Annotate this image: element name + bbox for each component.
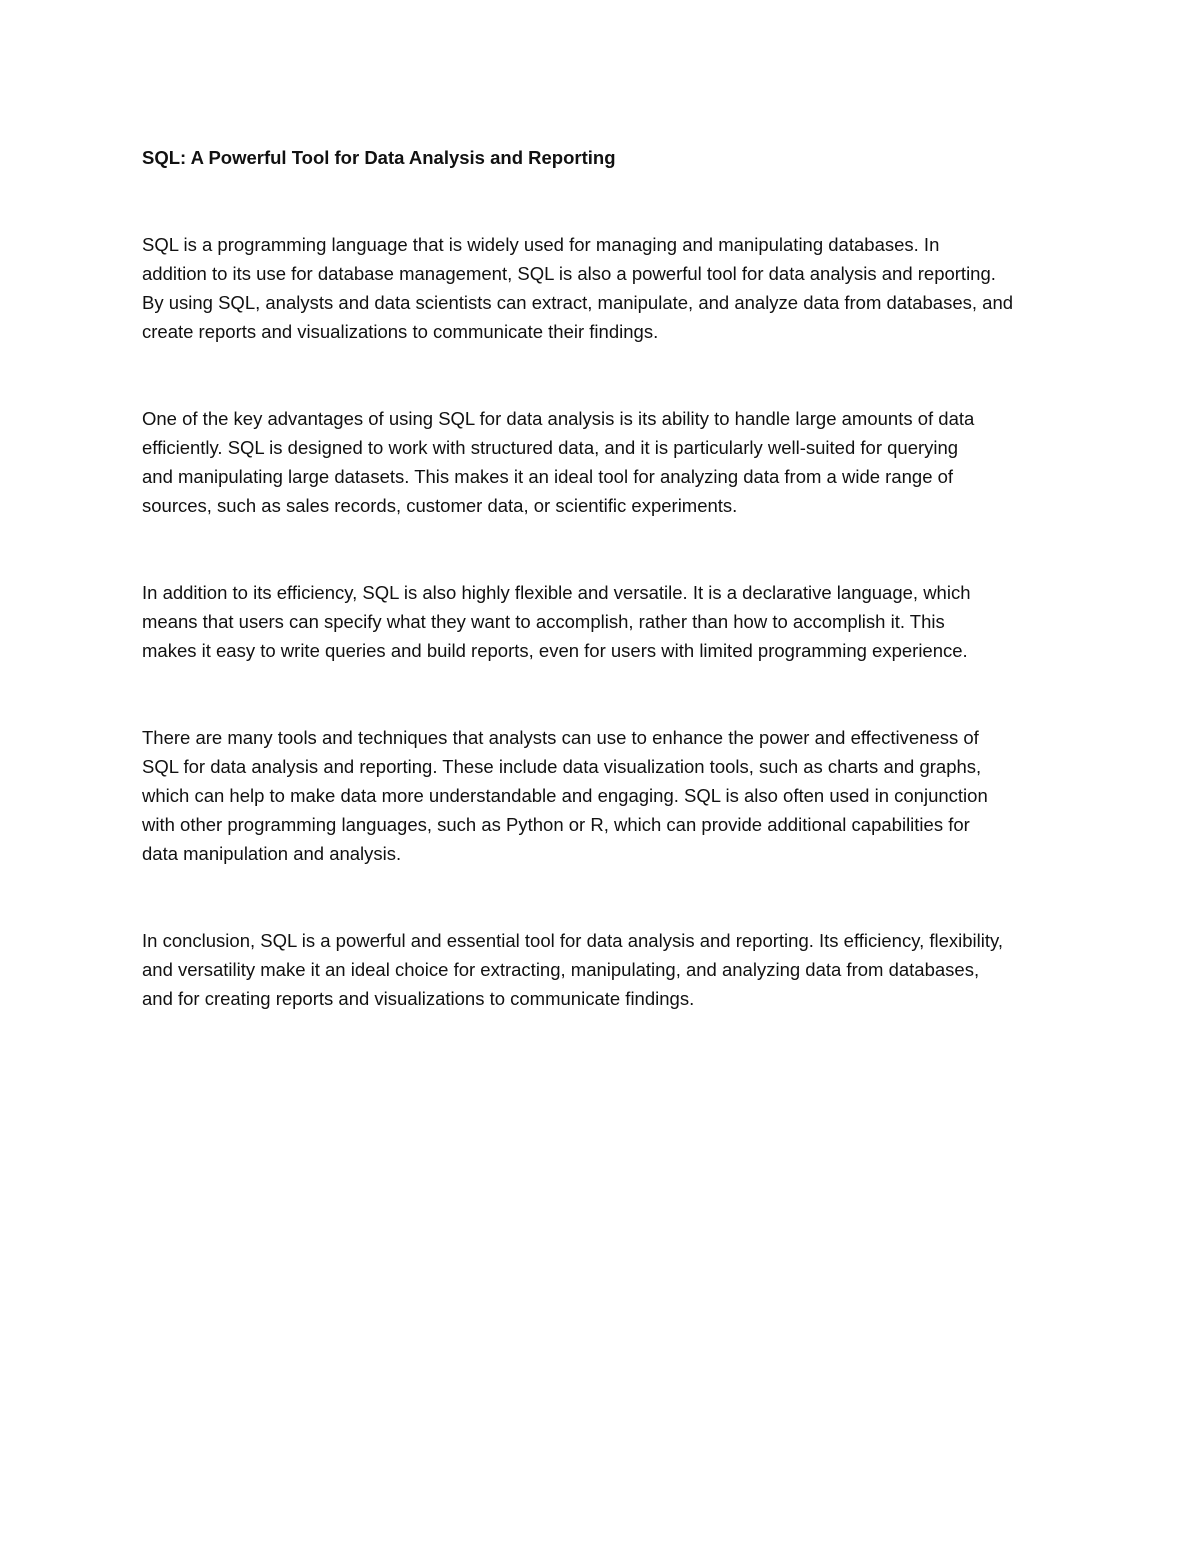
document-body <box>142 144 1072 1071</box>
paragraph-line: In conclusion, SQL is a powerful and essential tool for data analysis and reporting. Its efficiency, flexibility, <box>142 930 1004 951</box>
paragraph-line: and for creating reports and visualizations to communicate findings. <box>142 988 695 1009</box>
paragraph-line: data manipulation and analysis. <box>142 843 402 864</box>
paragraph-2 <box>142 404 1072 520</box>
paragraph-line: efficiently. SQL is designed to work with structured data, and it is particularly well-suited for querying <box>142 437 959 458</box>
paragraph-line: In addition to its efficiency, SQL is also highly flexible and versatile. It is a declarative language, which <box>142 582 971 603</box>
paragraph-line: create reports and visualizations to communicate their findings. <box>142 321 659 342</box>
paragraph-line: By using SQL, analysts and data scientists can extract, manipulate, and analyze data from databases, and <box>142 292 1014 313</box>
paragraph-line: and manipulating large datasets. This makes it an ideal tool for analyzing data from a wide range of <box>142 466 954 487</box>
paragraph-line: sources, such as sales records, customer data, or scientific experiments. <box>142 495 738 516</box>
paragraph-line: There are many tools and techniques that analysts can use to enhance the power and effectiveness of <box>142 727 979 748</box>
paragraph-1 <box>142 230 1072 346</box>
paragraph-4 <box>142 723 1072 868</box>
paragraph-line: SQL for data analysis and reporting. These include data visualization tools, such as charts and graphs, <box>142 756 982 777</box>
paragraph-line: which can help to make data more understandable and engaging. SQL is also often used in conjunction <box>142 785 988 806</box>
paragraph-line: makes it easy to write queries and build reports, even for users with limited programming experience. <box>142 640 968 661</box>
paragraph-line: SQL is a programming language that is widely used for managing and manipulating databases. In <box>142 234 940 255</box>
paragraph-5 <box>142 926 1072 1013</box>
paragraph-line: One of the key advantages of using SQL for data analysis is its ability to handle large amounts of data <box>142 408 975 429</box>
paragraph-line: and versatility make it an ideal choice for extracting, manipulating, and analyzing data from databases, <box>142 959 980 980</box>
paragraph-line: with other programming languages, such as Python or R, which can provide additional capabilities for <box>142 814 970 835</box>
paragraph-line: addition to its use for database management, SQL is also a powerful tool for data analysis and reporting. <box>142 263 996 284</box>
paragraph-line: means that users can specify what they want to accomplish, rather than how to accomplish it. This <box>142 611 945 632</box>
document-title: SQL: A Powerful Tool for Data Analysis and Reporting <box>142 147 616 168</box>
paragraph-3 <box>142 578 1072 665</box>
